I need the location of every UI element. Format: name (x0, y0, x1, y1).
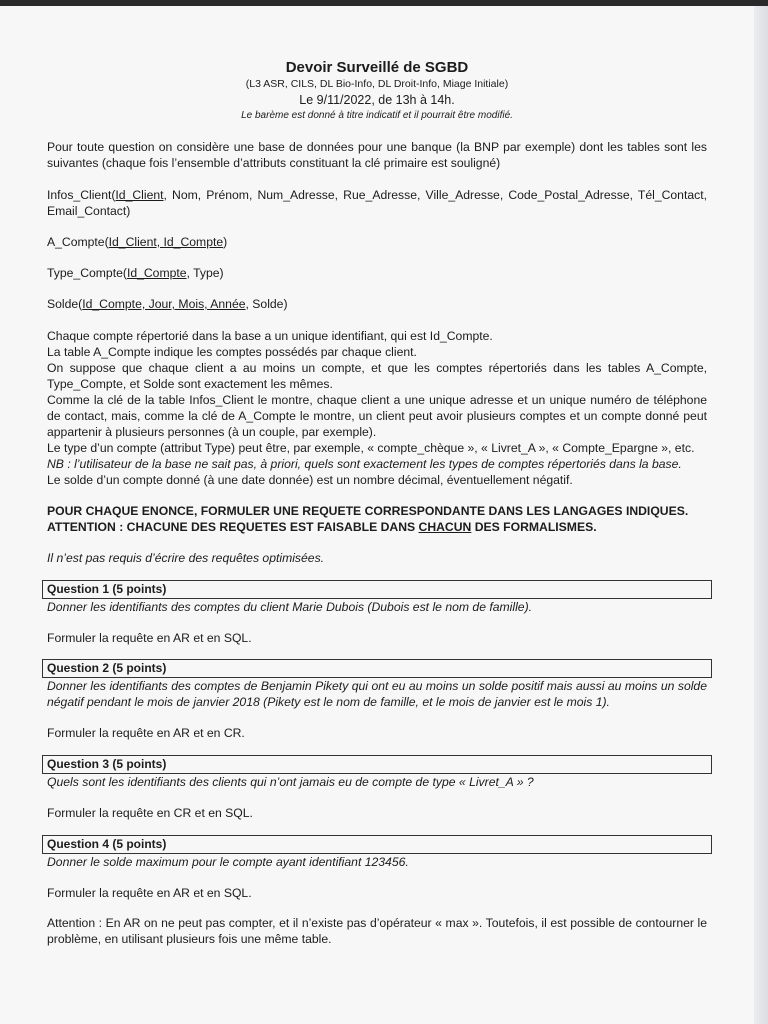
question-header: Question 4 (5 points) (42, 835, 712, 854)
constraint-line: La table A_Compte indique les comptes possédés par chaque client. (47, 345, 417, 359)
optimization-note: Il n’est pas requis d’écrire des requêtes optimisées. (47, 551, 325, 565)
question-1 (47, 580, 707, 646)
table-attributes: , Solde) (245, 297, 288, 311)
constraint-line: Le solde d’un compte donné (à une date donnée) est un nombre décimal, éventuellement négatif. (47, 473, 573, 487)
table-solde (47, 296, 707, 312)
question-4 (47, 835, 707, 901)
question-formulate: Formuler la requête en CR et en SQL. (47, 806, 253, 820)
table-a-compte (47, 234, 707, 250)
table-attributes: , Type) (186, 266, 224, 280)
question-formulate: Formuler la requête en AR et en CR. (47, 726, 245, 740)
instruction-line: POUR CHAQUE ENONCE, FORMULER UNE REQUETE CORRESPONDANTE DANS LES LANGAGES INDIQUES. (47, 504, 689, 518)
constraints-block (47, 328, 707, 488)
nb-note: NB : l’utilisateur de la base ne sait pas, à priori, quels sont exactement les types de comptes répertoriés dans la base. (47, 457, 682, 471)
question-3 (47, 755, 707, 821)
instruction-text: DES FORMALISMES. (471, 520, 597, 534)
primary-key: Id_Client, Id_Compte (108, 235, 224, 249)
exam-programs: (L3 ASR, CILS, DL Bio-Info, DL Droit-Info, Miage Initiale) (245, 78, 509, 90)
exam-title: Devoir Surveillé de SGBD (285, 59, 469, 76)
question-formulate: Formuler la requête en AR et en SQL. (47, 886, 252, 900)
table-name: Solde( (47, 297, 83, 311)
instructions-block (47, 503, 707, 535)
question-statement: Donner les identifiants des comptes de Benjamin Pikety qui ont eu au moins un solde positif mais aussi au moins un solde négatif pendant le mois de janvier 2018 (Pikety est le nom de famille, et le mois de janvier est le mois 1). (47, 679, 707, 709)
table-name: Type_Compte( (47, 266, 127, 280)
question-header: Question 3 (5 points) (42, 755, 712, 774)
instruction-attention (47, 519, 707, 535)
primary-key: Id_Client (115, 188, 164, 202)
scan-right-edge (754, 6, 768, 1024)
exam-content (47, 58, 707, 947)
footer-attention-note: Attention : En AR on ne peut pas compter, et il n’existe pas d’opérateur « max ». Toutefois, il est possible de contourner le problème, en utilisant plusieurs fois une même table. (47, 916, 707, 946)
table-attributes: ) (223, 235, 228, 249)
table-attributes: , Nom, Prénom, Num_Adresse, Rue_Adresse, Ville_Adresse, Code_Postal_Adresse, Tél_Contact, Email_Contact) (47, 188, 707, 218)
question-header: Question 2 (5 points) (42, 659, 712, 678)
intro-paragraph: Pour toute question on considère une base de données pour une banque (la BNP par exemple) dont les tables sont les suivantes (chaque fois l’ensemble d’attributs constituant la clé primaire est souligné) (47, 140, 707, 170)
question-header: Question 1 (5 points) (42, 580, 712, 599)
table-name: Infos_Client( (47, 188, 116, 202)
instruction-emphasis: CHACUN (418, 520, 472, 534)
question-statement: Quels sont les identifiants des clients qui n’ont jamais eu de compte de type « Livret_A » ? (47, 775, 534, 789)
primary-key: Id_Compte (126, 266, 187, 280)
constraint-line: Chaque compte répertorié dans la base a un unique identifiant, qui est Id_Compte. (47, 329, 493, 343)
question-formulate: Formuler la requête en AR et en SQL. (47, 631, 252, 645)
exam-date: Le 9/11/2022, de 13h à 14h. (299, 93, 455, 107)
constraint-line: Le type d’un compte (attribut Type) peut être, par exemple, « compte_chèque », « Livret_A », « Compte_Epargne », etc. (47, 441, 695, 455)
bareme-note: Le barème est donné à titre indicatif et il pourrait être modifié. (241, 110, 513, 121)
table-type-compte (47, 265, 707, 281)
primary-key: Id_Compte, Jour, Mois, Année (82, 297, 246, 311)
instruction-text: ATTENTION : CHACUNE DES REQUETES EST FAISABLE DANS (47, 520, 419, 534)
constraint-line: On suppose que chaque client a au moins un compte, et que les comptes répertoriés dans les tables A_Compte, Type_Compte, et Solde sont exactement les mêmes. (47, 361, 707, 391)
table-infos-client (47, 187, 707, 219)
constraint-line: Comme la clé de la table Infos_Client le montre, chaque client a une unique adresse et un unique numéro de téléphone de contact, mais, comme la clé de A_Compte le montre, un client peut avoir plusieurs comptes et un compte donné peut appartenir à plusieurs personnes (à un couple, par exemple). (47, 393, 707, 439)
table-name: A_Compte( (47, 235, 109, 249)
question-2 (47, 659, 707, 741)
question-statement: Donner les identifiants des comptes du client Marie Dubois (Dubois est le nom de famille). (47, 600, 533, 614)
question-statement: Donner le solde maximum pour le compte ayant identifiant 123456. (47, 855, 409, 869)
